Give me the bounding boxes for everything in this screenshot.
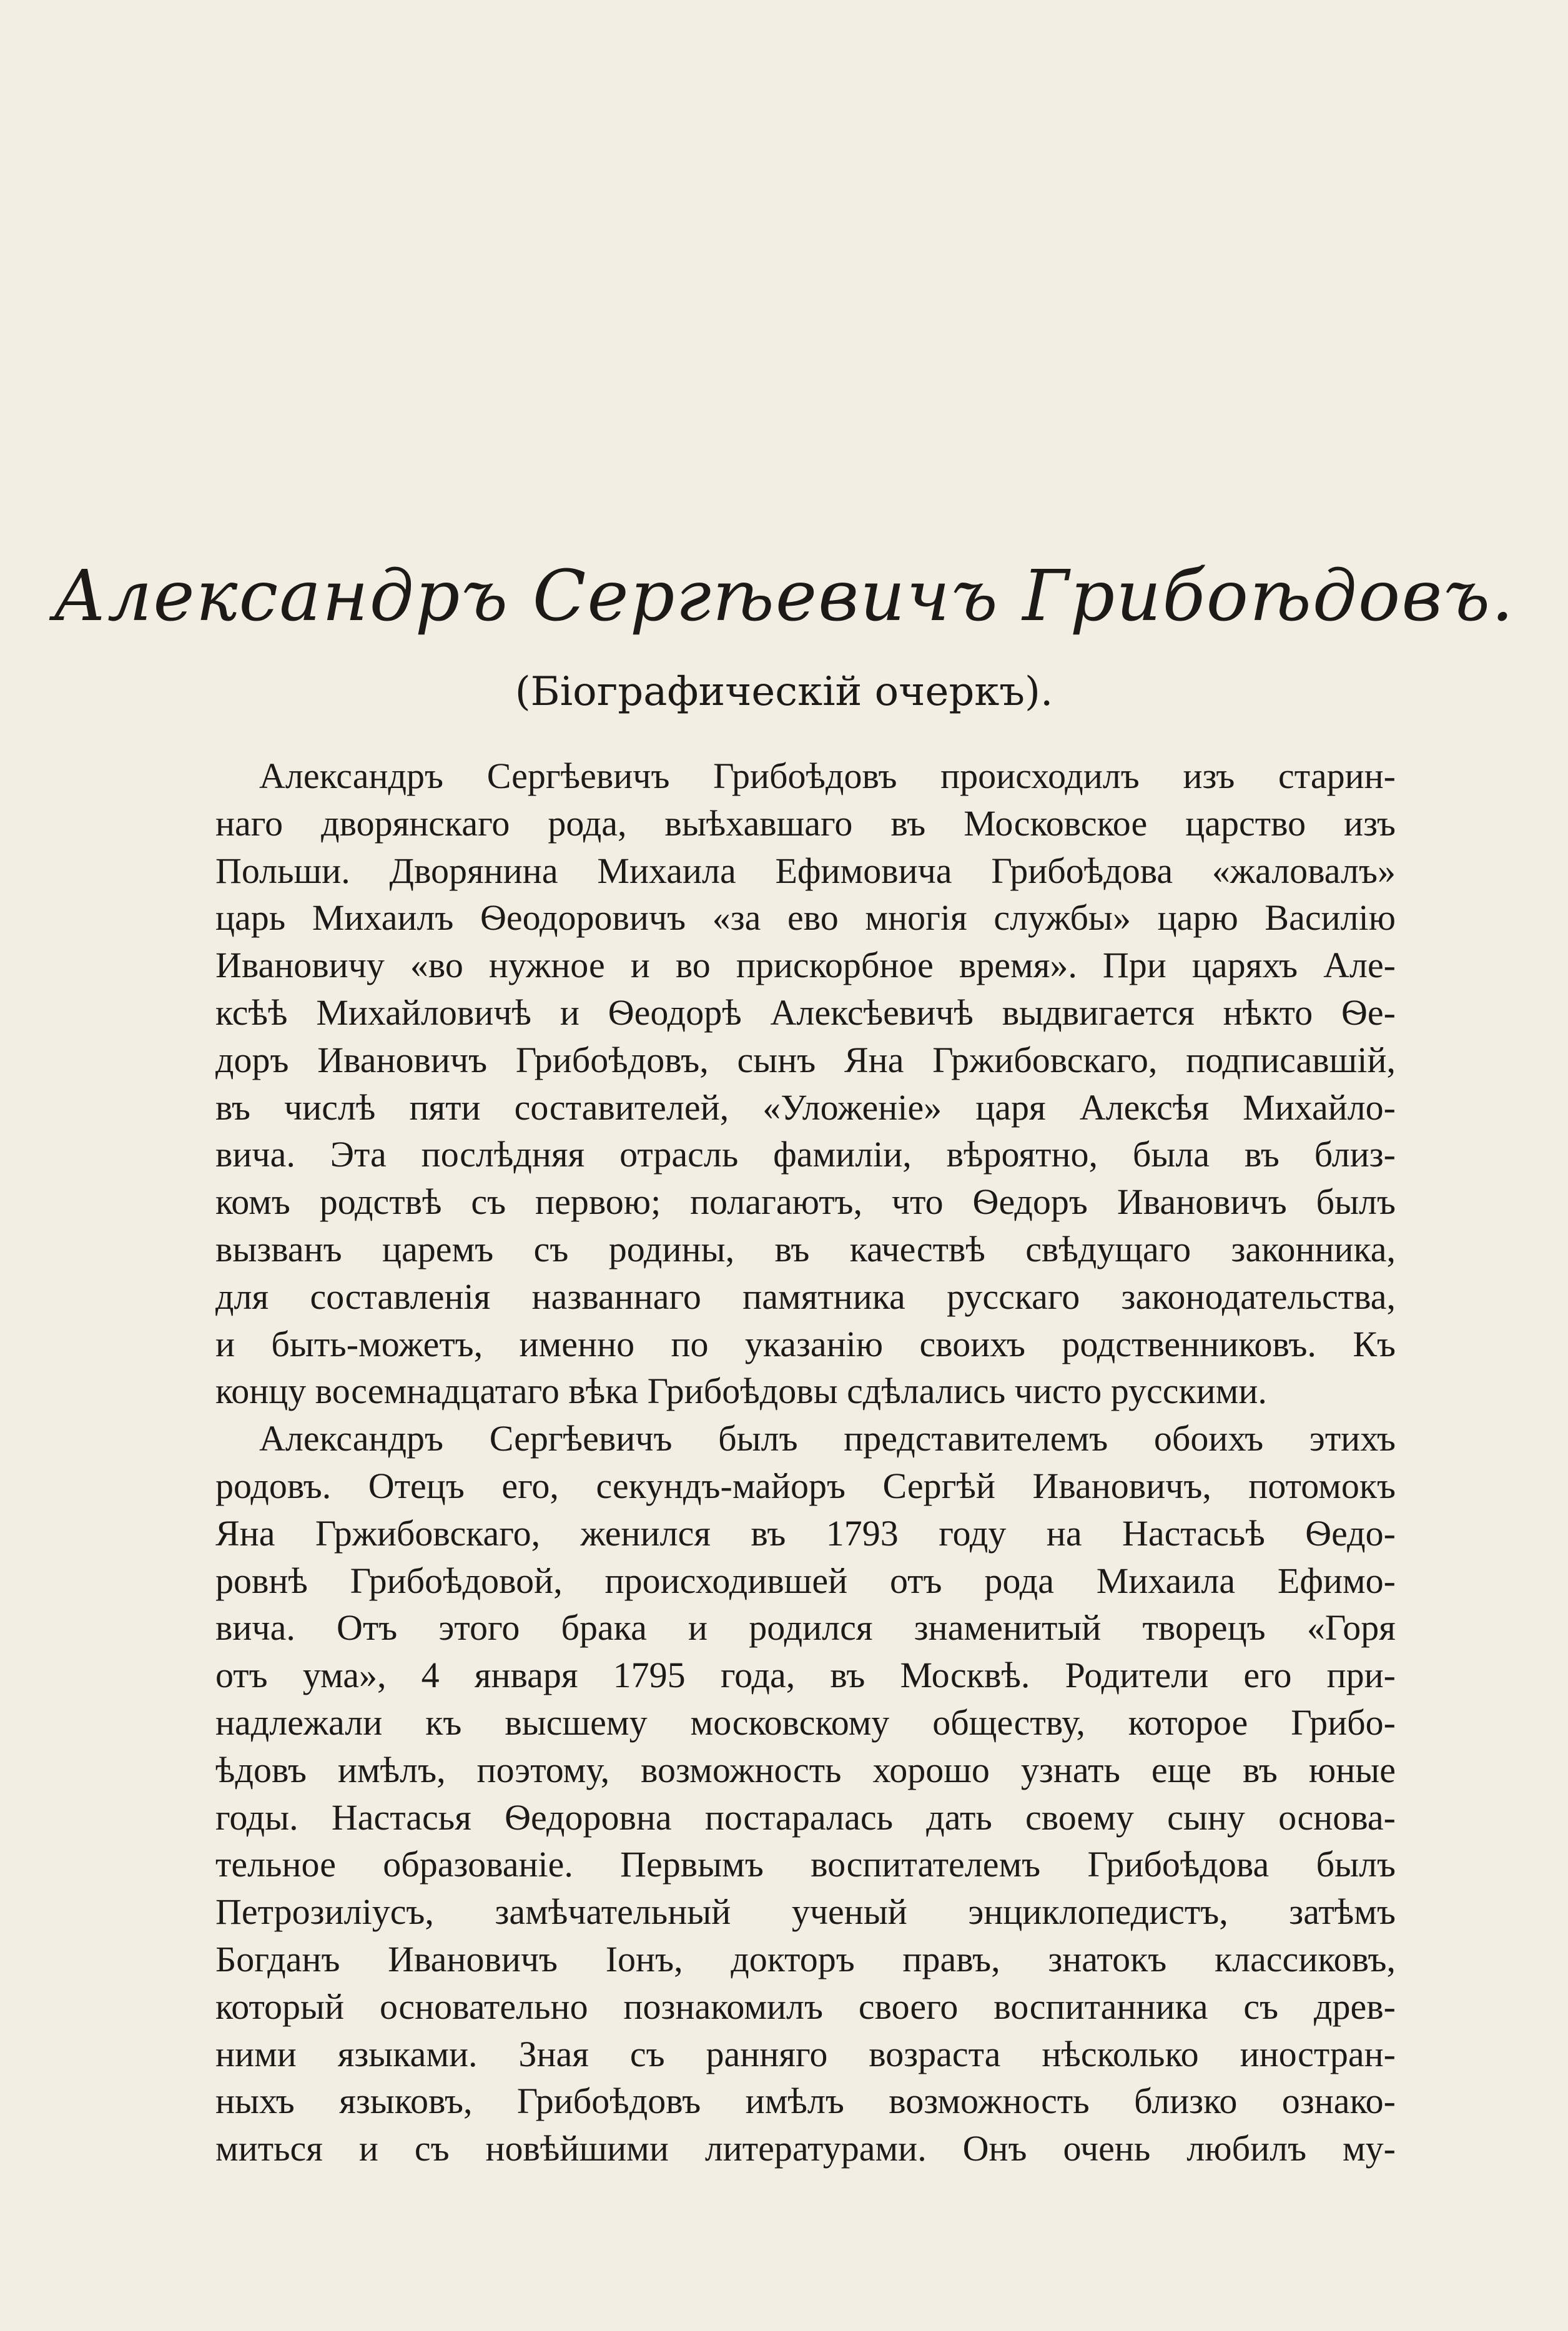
- body-line: вызванъ царемъ съ родины, въ качествѣ свѣдущаго законника,: [215, 1228, 1396, 1269]
- body-line: ксѣѣ Михайловичѣ и Ѳеодорѣ Алексѣевичѣ выдвигается нѣкто Ѳе-: [215, 992, 1396, 1033]
- body-line: царь Михаилъ Ѳеодоровичъ «за ево многія службы» царю Василію: [215, 897, 1396, 939]
- body-line: ними языками. Зная съ ранняго возраста нѣсколько иностран-: [215, 2033, 1396, 2074]
- body-line: Яна Гржибовскаго, женился въ 1793 году на Настасьѣ Ѳедо-: [215, 1512, 1396, 1554]
- body-line: тельное образованіе. Первымъ воспитателемъ Грибоѣдова былъ: [215, 1844, 1396, 1885]
- body-line: наго дворянскаго рода, выѣхавшаго въ Московское царство изъ: [215, 802, 1396, 844]
- body-line: въ числѣ пяти составителей, «Уложеніе» царя Алексѣя Михайло-: [215, 1087, 1396, 1128]
- body-line: вича. Отъ этого брака и родился знаменитый творецъ «Горя: [215, 1607, 1396, 1648]
- body-line: ѣдовъ имѣлъ, поэтому, возможность хорошо узнать еще въ юные: [215, 1749, 1396, 1790]
- body-line: концу восемнадцатаго вѣка Грибоѣдовы сдѣлались чисто русскими.: [215, 1371, 1267, 1412]
- body-line: родовъ. Отецъ его, секундъ-майоръ Сергѣй Ивановичъ, потомокъ: [215, 1465, 1396, 1506]
- body-line: миться и съ новѣйшими литературами. Онъ очень любилъ му-: [215, 2128, 1396, 2169]
- body-line: комъ родствѣ съ первою; полагаютъ, что Ѳедоръ Ивановичъ былъ: [215, 1181, 1396, 1223]
- body-line: вича. Эта послѣдняя отрасль фамиліи, вѣроятно, была въ близ-: [215, 1134, 1396, 1175]
- body-line: Богданъ Ивановичъ Іонъ, докторъ правъ, знатокъ классиковъ,: [215, 1938, 1396, 1979]
- body-line: годы. Настасья Ѳедоровна постаралась дать своему сыну основа-: [215, 1796, 1396, 1838]
- body-line: Александръ Сергѣевичъ Грибоѣдовъ происходилъ изъ старин-: [259, 756, 1396, 796]
- essay-subtitle: (Біографическій очеркъ).: [515, 669, 1053, 715]
- body-line: Польши. Дворянина Михаила Ефимовича Грибоѣдова «жаловалъ»: [215, 850, 1396, 891]
- body-line: ровнѣ Грибоѣдовой, происходившей отъ рода Михаила Ефимо-: [215, 1560, 1396, 1601]
- body-line: отъ ума», 4 января 1795 года, въ Москвѣ. Родители его при-: [215, 1655, 1396, 1696]
- essay-body: [215, 752, 1396, 2172]
- body-line: Петрозиліусъ, замѣчательный ученый энциклопедистъ, затѣмъ: [215, 1891, 1396, 1933]
- body-line: надлежали къ высшему московскому обществу, которое Грибо-: [215, 1702, 1396, 1743]
- body-line: и быть-можетъ, именно по указанію своихъ родственниковъ. Къ: [215, 1323, 1396, 1364]
- body-line: который основательно познакомилъ своего воспитанника съ древ-: [215, 1986, 1396, 2027]
- body-line: для составленія названнаго памятника русскаго законодательства,: [215, 1276, 1396, 1317]
- body-line: Александръ Сергѣевичъ былъ представителемъ обоихъ этихъ: [259, 1418, 1396, 1459]
- body-line: доръ Ивановичъ Грибоѣдовъ, сынъ Яна Гржибовскаго, подписавшій,: [215, 1039, 1396, 1080]
- essay-title: Александръ Сергѣевичъ Грибоѣдовъ.: [53, 556, 1515, 637]
- body-line: ныхъ языковъ, Грибоѣдовъ имѣлъ возможность близко ознако-: [215, 2081, 1396, 2122]
- body-line: Ивановичу «во нужное и во прискорбное время». При царяхъ Але-: [215, 945, 1396, 986]
